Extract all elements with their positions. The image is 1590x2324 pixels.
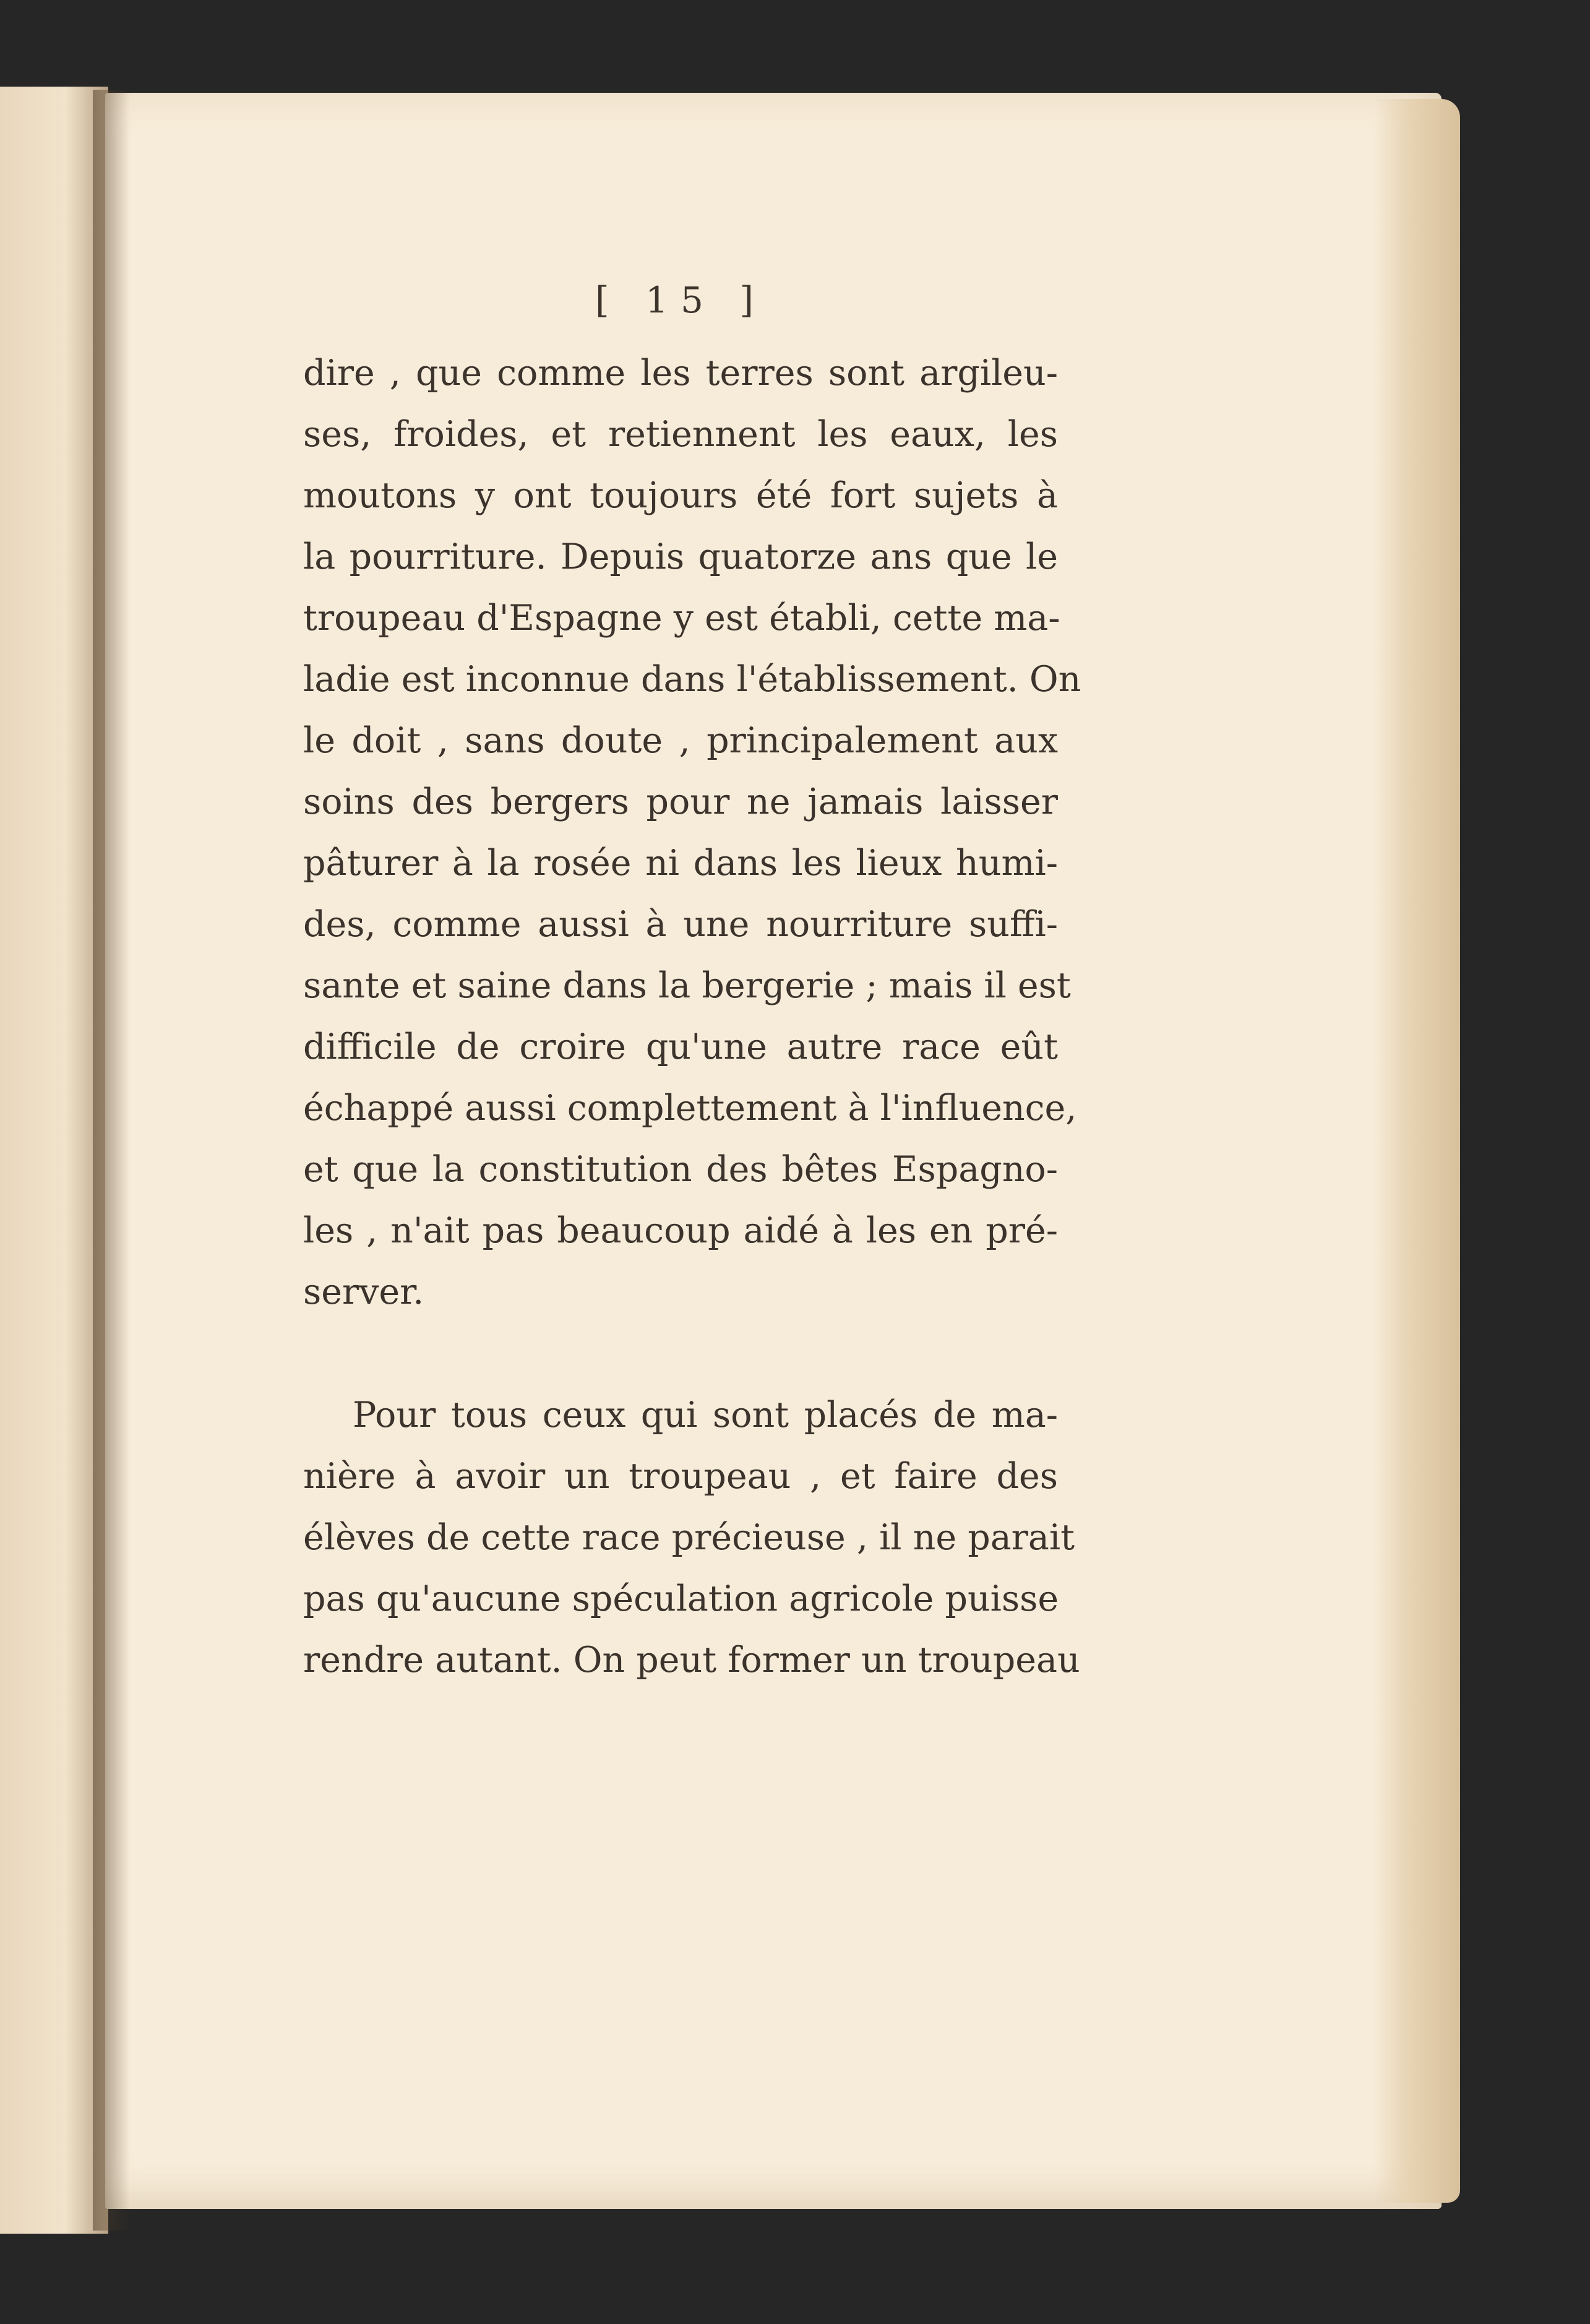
previous-page-edge	[0, 87, 108, 2234]
text-line: la pourriture. Depuis quatorze ans que le	[303, 536, 1058, 577]
text-line: moutons y ont toujours été fort sujets à	[303, 475, 1058, 516]
text-line: soins des bergers pour ne jamais laisser	[303, 781, 1058, 822]
worn-page-edge	[1373, 99, 1460, 2203]
text-line: difficile de croire qu'une autre race eût	[303, 1026, 1058, 1067]
text-line: rendre autant. On peut former un troupeau	[303, 1640, 1080, 1681]
paragraph-gap	[303, 1323, 1058, 1385]
text-line: et que la constitution des bêtes Espagno-	[303, 1149, 1058, 1190]
text-line: nière à avoir un troupeau , et faire des	[303, 1456, 1058, 1497]
text-line: Pour tous ceux qui sont placés de ma-	[353, 1395, 1058, 1435]
page-number: [ 15 ]	[595, 279, 766, 321]
text-line: pas qu'aucune spéculation agricole puisse	[303, 1578, 1059, 1619]
paragraph-2	[303, 1385, 1080, 1691]
text-line: troupeau d'Espagne y est établi, cette ma-	[303, 598, 1060, 639]
text-line: des, comme aussi à une nourriture suffi-	[303, 904, 1058, 945]
text-line: élèves de cette race précieuse , il ne parait	[303, 1517, 1075, 1558]
text-line: échappé aussi complettement à l'influence,	[303, 1088, 1077, 1129]
text-line: server.	[303, 1272, 424, 1312]
page-text	[303, 272, 1081, 1691]
text-line: sante et saine dans la bergerie ; mais il est	[303, 965, 1071, 1006]
text-line: ses, froides, et retiennent les eaux, les	[303, 414, 1058, 455]
gutter-shadow	[93, 90, 130, 2231]
text-line: le doit , sans doute , principalement aux	[303, 720, 1058, 761]
paragraph-1	[303, 343, 1081, 1323]
text-line: ladie est inconnue dans l'établissement. On	[303, 659, 1081, 700]
text-line: dire , que comme les terres sont argileu-	[303, 353, 1058, 394]
text-line: les , n'ait pas beaucoup aidé à les en pré-	[303, 1210, 1058, 1251]
text-line: pâturer à la rosée ni dans les lieux humi-	[303, 843, 1058, 884]
